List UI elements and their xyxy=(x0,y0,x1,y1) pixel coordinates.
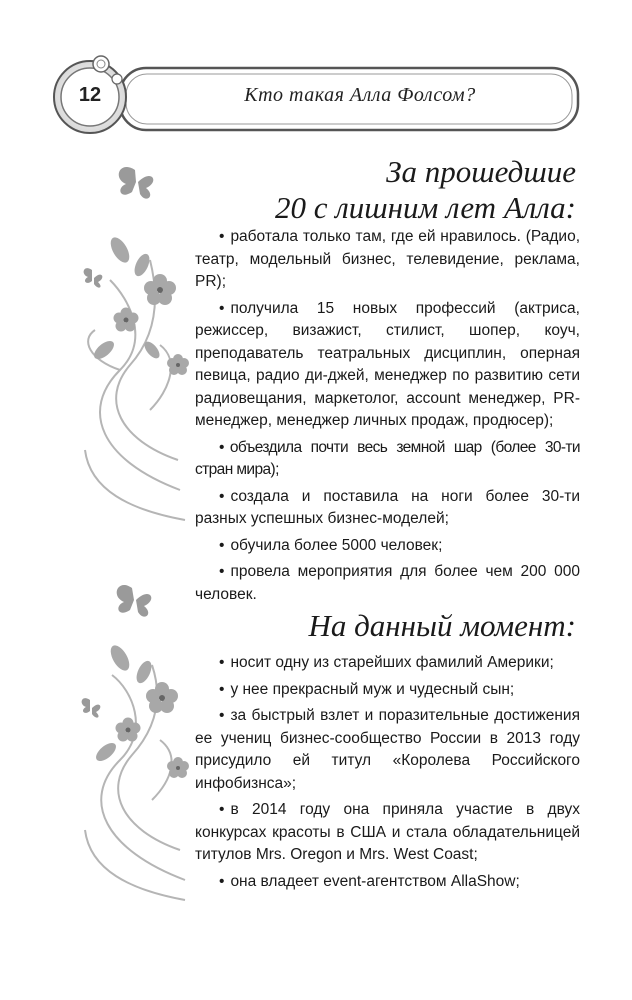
list-item xyxy=(195,535,580,558)
list-item-text: • у нее прекрасный муж и чудесный сын; xyxy=(219,681,514,698)
section-heading xyxy=(275,154,576,226)
list-item xyxy=(195,437,580,482)
list-item-text: • получила 15 новых профессий (актриса, режиссер, визажист, стилист, шопер, коуч, преподаватель театральных дисциплин, оперная певица, радио ди-джей, менеджер по развитию сети радиовещания, маркетолог, account менеджер, PR-менеджер, менеджер личных продаж, продюсер); xyxy=(195,300,580,430)
running-title: Кто такая Алла Фолсом? xyxy=(244,84,476,106)
current-status-list xyxy=(195,652,580,897)
list-item-text: • провела мероприятия для более чем 200 000 человек. xyxy=(195,563,580,603)
achievements-list xyxy=(195,226,580,610)
floral-vine-illustration xyxy=(60,160,200,560)
floral-vine-illustration xyxy=(60,580,200,910)
list-item-text: • создала и поставила на ноги более 30-ти разных успешных бизнес-моделей; xyxy=(195,488,580,528)
list-item xyxy=(195,871,580,894)
list-item-text: • работала только там, где ей нравилось. (Радио, театр, модельный бизнес, телевидение, реклама, PR); xyxy=(195,228,580,290)
page-header xyxy=(0,0,632,150)
heading-line: За прошедшие xyxy=(386,154,576,189)
heading-line: 20 с лишним лет Алла: xyxy=(274,190,576,225)
list-item xyxy=(195,298,580,433)
list-item-text: • обучила более 5000 человек; xyxy=(219,537,442,554)
list-item xyxy=(195,652,580,675)
list-item xyxy=(195,226,580,294)
list-item-text: • объездила почти весь земной шар (более 30-ти стран мира); xyxy=(195,439,580,479)
list-item xyxy=(195,486,580,531)
header-frame xyxy=(0,0,632,150)
list-item-text: • она владеет event-агентством AllaShow; xyxy=(219,873,520,890)
list-item xyxy=(195,679,580,702)
list-item-text: • в 2014 году она приняла участие в двух конкурсах красоты в США и стала обладательницей титулов Mrs. Oregon и Mrs. West Coast; xyxy=(195,801,580,863)
list-item xyxy=(195,561,580,606)
page-number: 12 xyxy=(78,84,102,106)
list-item-text: • носит одну из старейших фамилий Америки; xyxy=(219,654,554,671)
list-item xyxy=(195,799,580,867)
section-heading: На данный момент: xyxy=(308,608,576,643)
list-item xyxy=(195,705,580,795)
list-item-text: • за быстрый взлет и поразительные достижения ее учениц бизнес-сообщество России в 2013 году присудило ей титул «Королева Российского инфобизнса»; xyxy=(195,707,580,792)
